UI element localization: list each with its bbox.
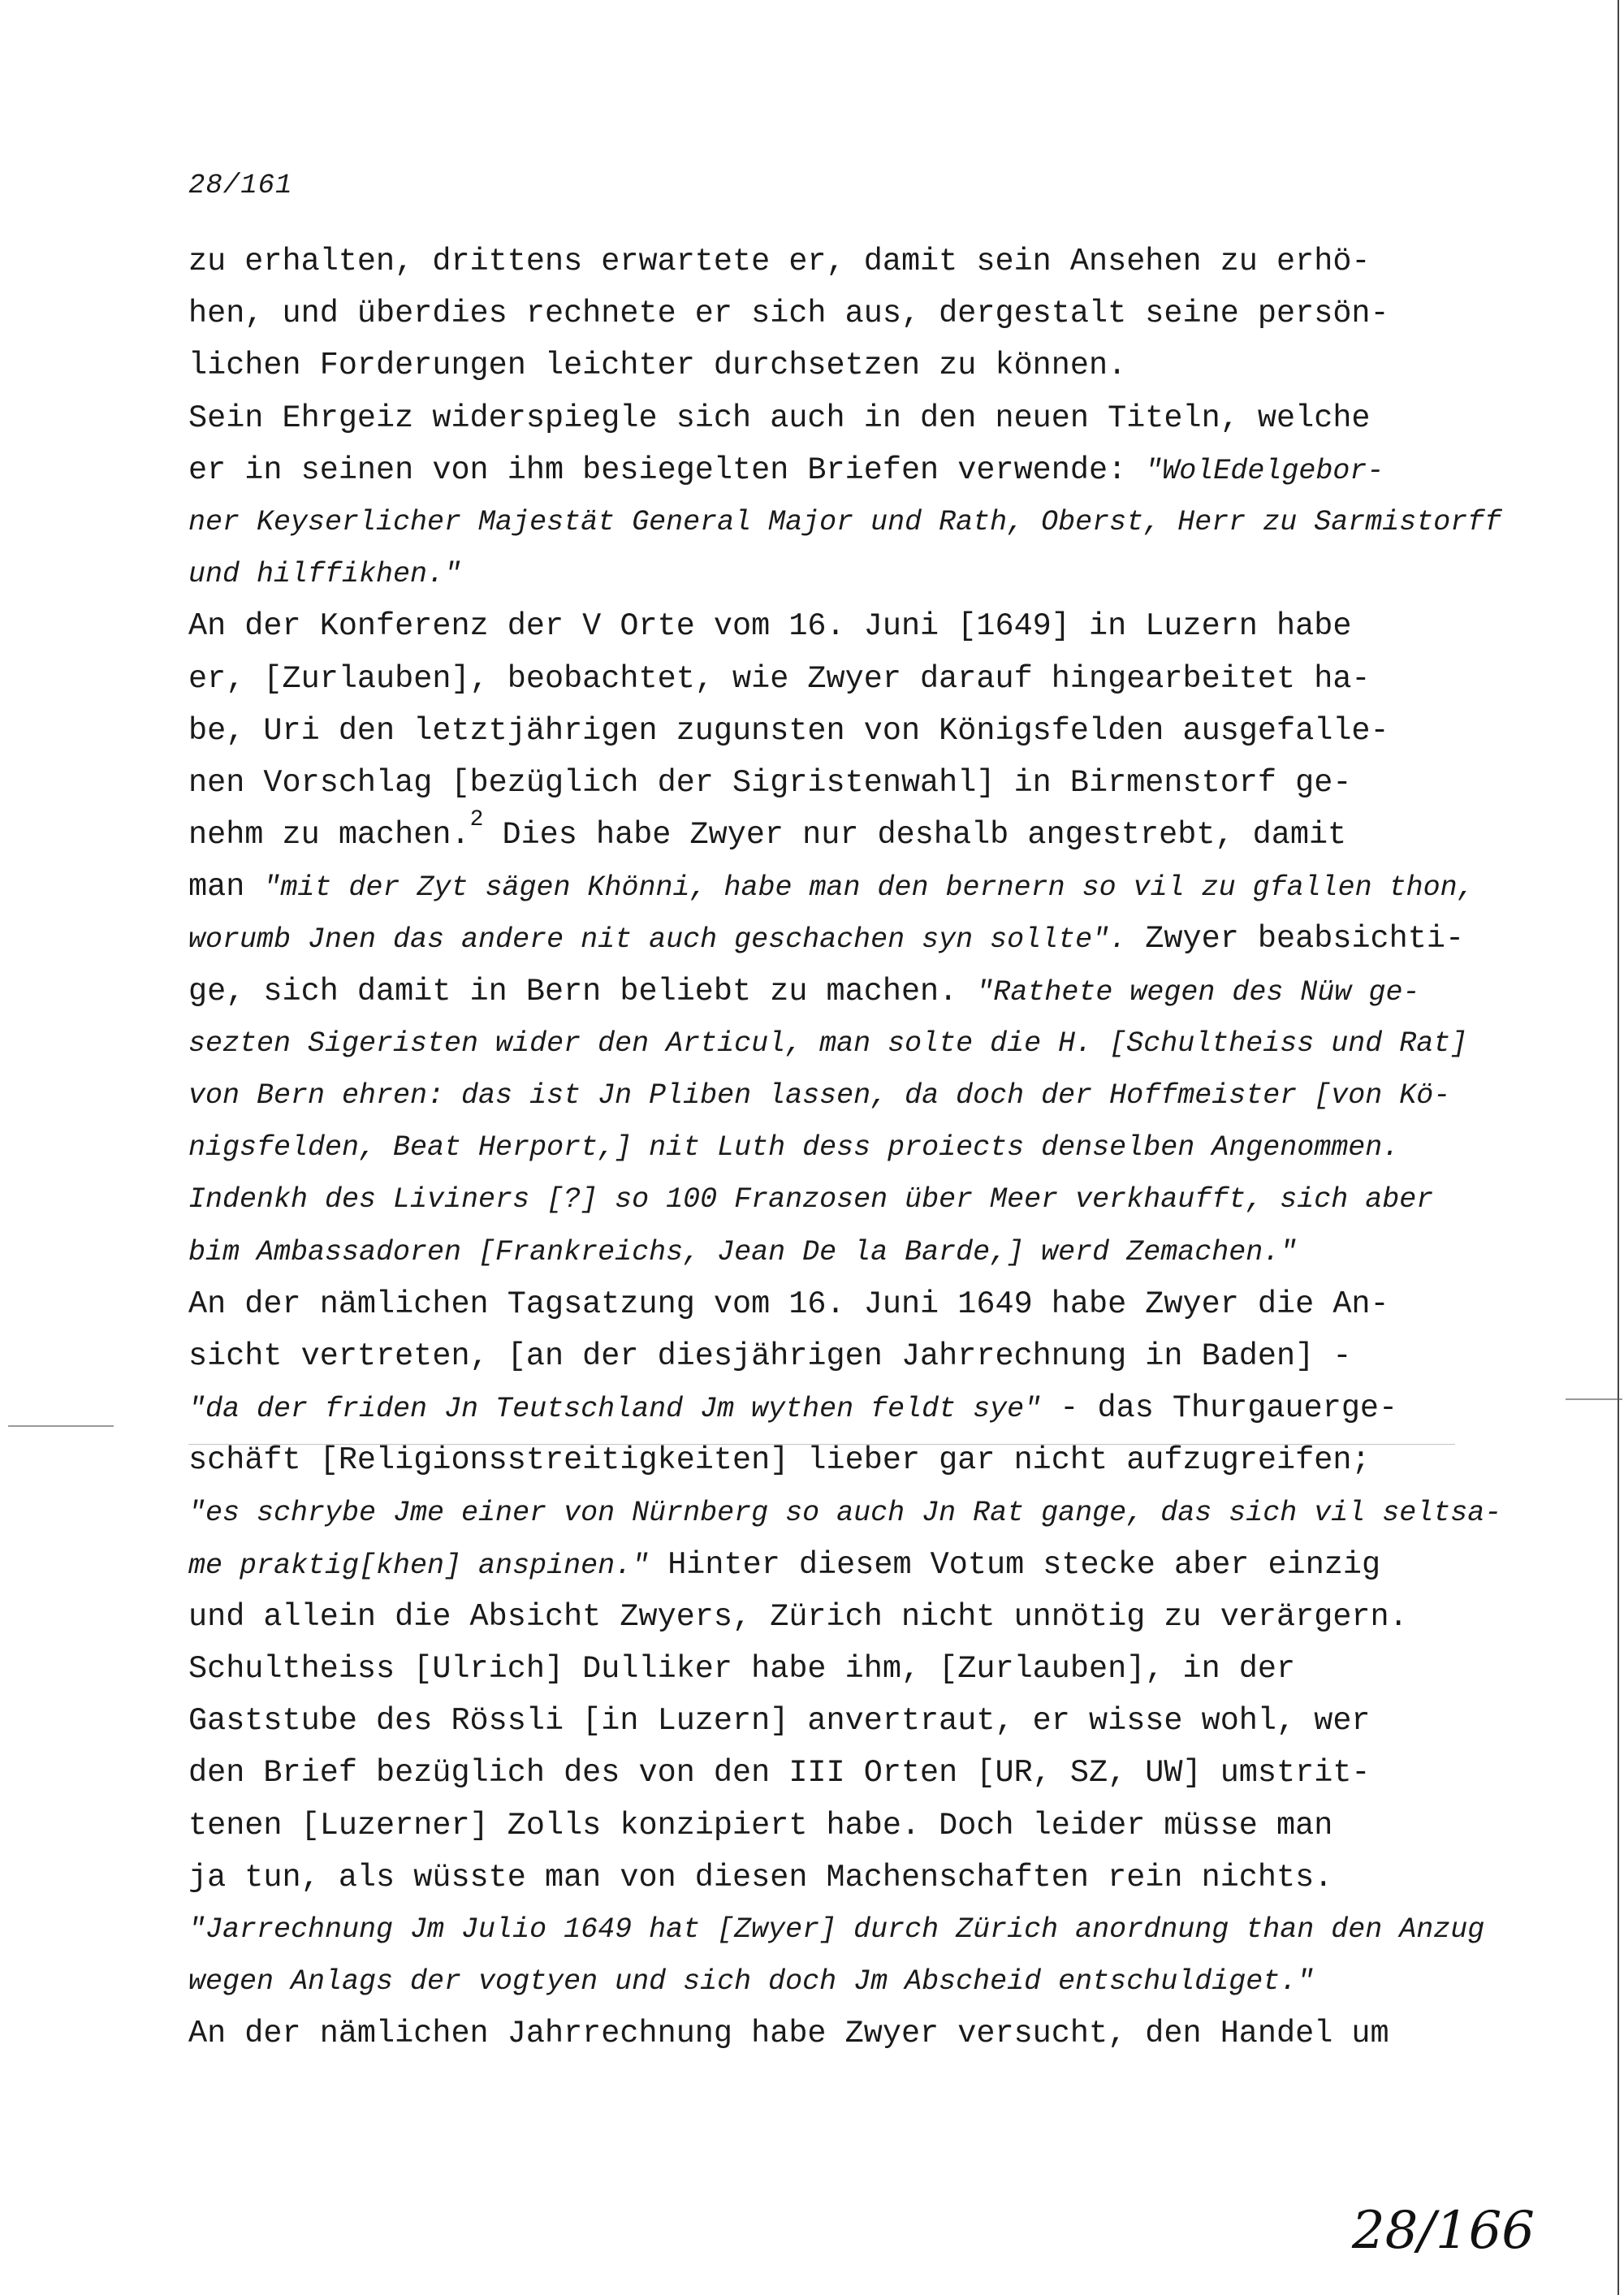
scan-edge-line xyxy=(1618,0,1619,2295)
quotation-line: sezten Sigeristen wider den Articul, man solte die H. [Schultheiss und Rat] xyxy=(188,1026,1468,1060)
quotation-line: nigsfelden, Beat Herport,] nit Luth dess proiects denselben Angenommen. xyxy=(188,1131,1400,1165)
text-line: schäft [Religionsstreitigkeiten] lieber gar nicht aufzugreifen; xyxy=(188,1442,1371,1479)
text-line: me praktig[khen] anspinen." Hinter diesem Votum stecke aber einzig xyxy=(188,1546,1381,1583)
text-line: nehm zu machen.$^2$ Dies habe Zwyer nur deshalb angestrebt, damit xyxy=(188,807,1347,854)
quotation-line: "es schrybe Jme einer von Nürnberg so auch Jn Rat gange, das sich vil seltsa- xyxy=(188,1496,1502,1529)
footnote-marker: 2 xyxy=(469,807,484,833)
text-line: ja tun, als wüsste man von diesen Machenschaften rein nichts. xyxy=(188,1859,1333,1895)
quotation-line: von Bern ehren: das ist Jn Pliben lassen, da doch der Hoffmeister [von Kö- xyxy=(188,1079,1451,1112)
text-line: be, Uri den letztjährigen zugunsten von Königsfelden ausgefalle- xyxy=(188,712,1389,749)
text-line: lichen Forderungen leichter durchsetzen zu können. xyxy=(188,348,1127,384)
text-line: er, [Zurlauben], beobachtet, wie Zwyer darauf hingearbeitet ha- xyxy=(188,660,1371,697)
text-line: nen Vorschlag [bezüglich der Sigristenwahl] in Birmenstorf ge- xyxy=(188,764,1352,801)
text-line: er in seinen von ihm besiegelten Briefen verwende: "WolEdelgebor- xyxy=(188,452,1384,488)
quotation: "da der friden Jn Teutschland Jm wythen feldt sye" xyxy=(188,1393,1042,1426)
text-line: und allein die Absicht Zwyers, Zürich nicht unnötig zu verärgern. xyxy=(188,1598,1408,1635)
quotation-line: wegen Anlags der vogtyen und sich doch Jm Abscheid entschuldiget." xyxy=(188,1965,1315,1999)
scan-crease-right xyxy=(1566,1398,1622,1400)
text-line: worumb Jnen das andere nit auch geschachen syn sollte". Zwyer beabsichti- xyxy=(188,921,1465,957)
page-reference: 28/161 xyxy=(188,171,293,201)
text-line: tenen [Luzerner] Zolls konzipiert habe. Doch leider müsse man xyxy=(188,1807,1333,1843)
text-line: Schultheiss [Ulrich] Dulliker habe ihm, [Zurlauben], in der xyxy=(188,1651,1296,1688)
quotation: "mit der Zyt sägen Khönni, habe man den bernern so vil zu gfallen thon, xyxy=(263,871,1475,905)
text-line: den Brief bezüglich des von den III Orten [UR, SZ, UW] umstrit- xyxy=(188,1755,1371,1791)
text-line: hen, und überdies rechnete er sich aus, dergestalt seine persön- xyxy=(188,296,1389,332)
text-line: Gaststube des Rössli [in Luzern] anvertraut, er wisse wohl, wer xyxy=(188,1703,1371,1740)
text-line: man "mit der Zyt sägen Khönni, habe man den bernern so vil zu gfallen thon, xyxy=(188,869,1475,905)
body-text xyxy=(188,236,1502,2060)
quotation: worumb Jnen das andere nit auch geschachen syn sollte". xyxy=(188,923,1127,957)
text-line: An der Konferenz der V Orte vom 16. Juni [1649] in Luzern habe xyxy=(188,608,1352,645)
quotation-line: "Jarrechnung Jm Julio 1649 hat [Zwyer] durch Zürich anordnung than den Anzug xyxy=(188,1913,1485,1946)
quotation-line: ner Keyserlicher Majestät General Major und Rath, Oberst, Herr zu Sarmistorff xyxy=(188,505,1502,538)
text-line: "da der friden Jn Teutschland Jm wythen feldt sye" - das Thurgauerge- xyxy=(188,1390,1398,1427)
text-line: An der nämlichen Tagsatzung vom 16. Juni 1649 habe Zwyer die An- xyxy=(188,1286,1389,1322)
quotation-line: bim Ambassadoren [Frankreichs, Jean De la Barde,] werd Zemachen." xyxy=(188,1235,1298,1269)
text-line: zu erhalten, drittens erwartete er, damit sein Ansehen zu erhö- xyxy=(188,244,1371,279)
text-line: ge, sich damit in Bern beliebt zu machen. "Rathete wegen des Nüw ge- xyxy=(188,973,1420,1009)
quotation: me praktig[khen] anspinen." xyxy=(188,1549,650,1582)
text-line: Sein Ehrgeiz widerspiegle sich auch in den neuen Titeln, welche xyxy=(188,400,1371,436)
scan-crease-underline xyxy=(188,1444,1455,1445)
text-line: sicht vertreten, [an der diesjährigen Jahrrechnung in Baden] - xyxy=(188,1338,1352,1374)
scan-crease-left xyxy=(8,1425,114,1427)
quotation-line: und hilffikhen." xyxy=(188,558,462,591)
handwritten-folio-number: 28/166 xyxy=(1351,2201,1535,2261)
quotation-line: Indenkh des Liviners [?] so 100 Franzosen über Meer verkhaufft, sich aber xyxy=(188,1183,1434,1217)
quotation: "Rathete wegen des Nüw ge- xyxy=(976,975,1420,1009)
text-line: An der nämlichen Jahrrechnung habe Zwyer versucht, den Handel um xyxy=(188,2016,1389,2052)
quotation: "WolEdelgebor- xyxy=(1145,454,1384,487)
